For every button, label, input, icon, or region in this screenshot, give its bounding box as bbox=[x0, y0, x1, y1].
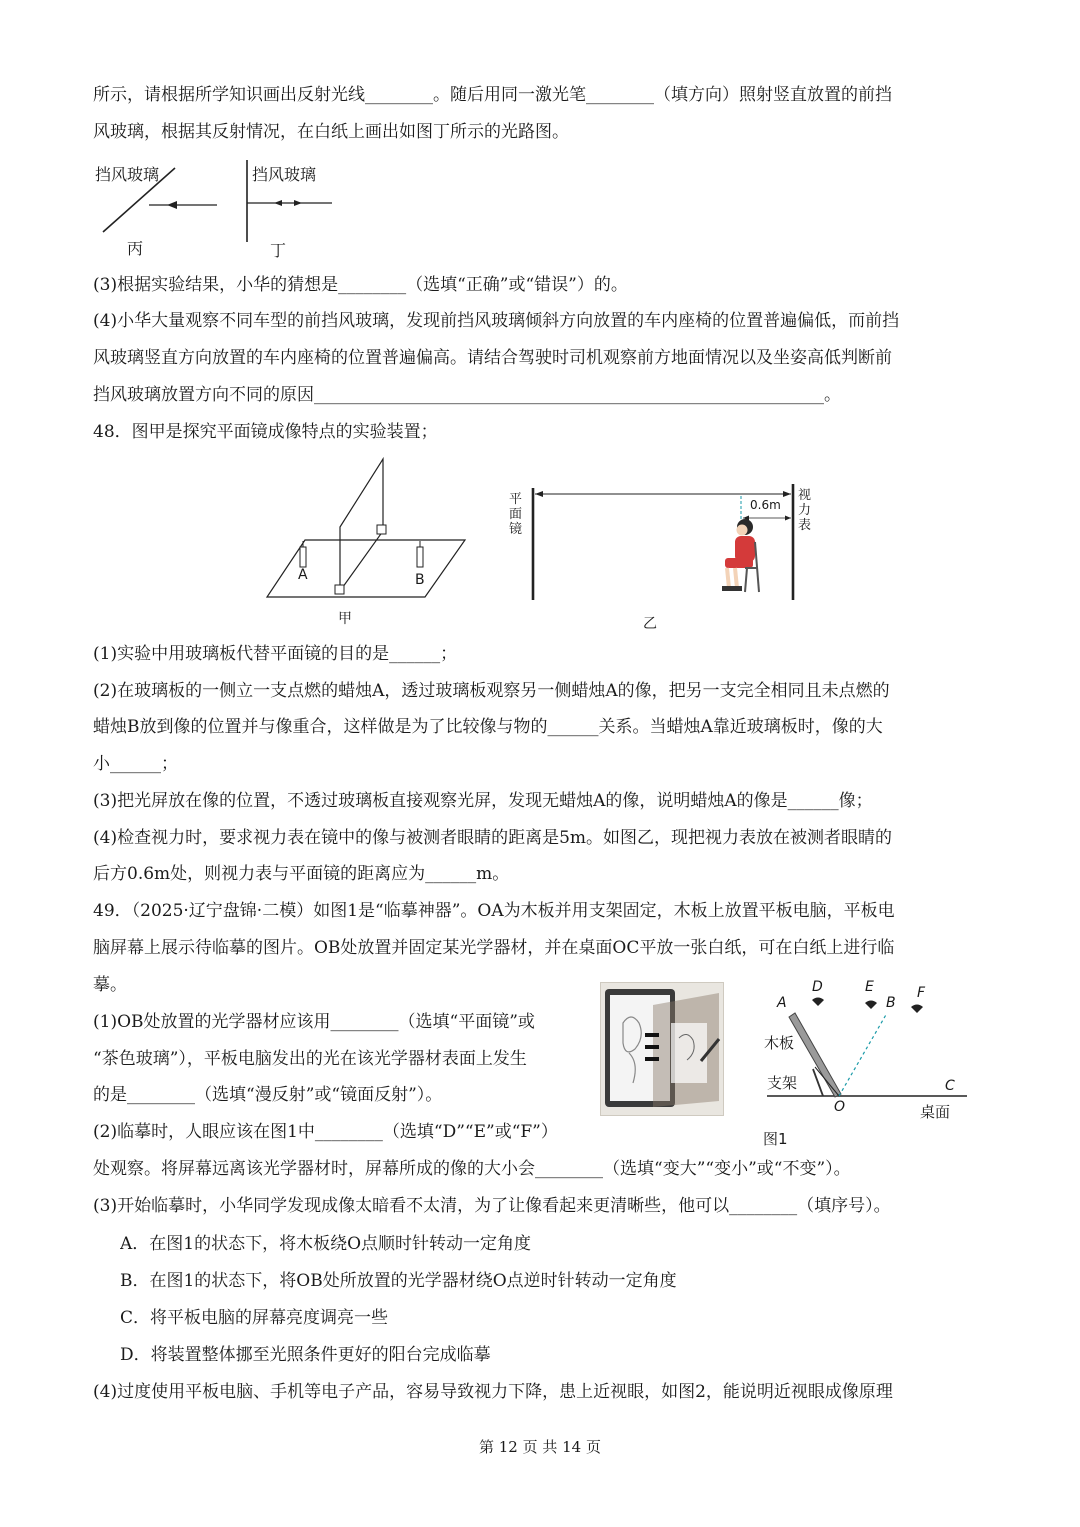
text-line: (1)实验中用玻璃板代替平面镜的目的是______； bbox=[93, 644, 458, 664]
eye-f-icon bbox=[911, 1005, 923, 1014]
text-line: (2)临摹时，人眼应该在图1中________（选填“D”“E”或“F”） bbox=[93, 1122, 558, 1142]
text-line: 所示，请根据所学知识画出反射光线________。随后用同一激光笔________（填方向）照射竖直放置的前挡 bbox=[93, 85, 892, 105]
mirror-label: 平面镜 bbox=[509, 492, 523, 537]
candle-b bbox=[417, 547, 423, 567]
page-footer: 第 12 页 共 14 页 bbox=[478, 1438, 601, 1456]
option-c: C．将平板电脑的屏幕亮度调亮一些 bbox=[120, 1308, 389, 1328]
text-line: 蜡烛B放到像的位置并与像重合，这样做是为了比较像与物的______关系。当蜡烛A靠近玻璃板时，像的大 bbox=[93, 717, 883, 737]
eye-d-icon bbox=[812, 998, 824, 1007]
figure-label-jia: 甲 bbox=[338, 611, 352, 627]
clip bbox=[377, 525, 386, 534]
text-line: 摹。 bbox=[93, 975, 127, 995]
table-plane bbox=[267, 540, 465, 597]
text-line: 49．（2025·辽宁盘锦·二模）如图1是“临摹神器”。OA为木板并用支架固定，木板上放置平板电脑，平板电 bbox=[93, 901, 895, 921]
text-line: 风玻璃，根据其反射情况，在白纸上画出如图丁所示的光路图。 bbox=[93, 122, 569, 142]
text-line: (3)把光屏放在像的位置，不透过玻璃板直接观察光屏，发现无蜡烛A的像，说明蜡烛A的像是______像； bbox=[93, 791, 873, 811]
text-line: (3)根据实验结果，小华的猜想是________（选填“正确”或“错误”）的。 bbox=[93, 275, 628, 295]
point-o-label: O bbox=[834, 1099, 846, 1115]
point-a-label: A bbox=[777, 995, 787, 1011]
option-b: B．在图1的状态下，将OB处所放置的光学器材绕O点逆时针转动一定角度 bbox=[120, 1271, 677, 1291]
text-line: 挡风玻璃放置方向不同的原因____________________________________________________________。 bbox=[93, 385, 841, 405]
arrow-head bbox=[535, 491, 543, 497]
arrow-head bbox=[783, 491, 791, 497]
figure-1-caption: 图1 bbox=[763, 1130, 788, 1148]
person-face bbox=[737, 525, 748, 536]
text-line: 脑屏幕上展示待临摹的图片。OB处放置并固定某光学器材，并在桌面OC平放一张白纸，可在白纸上进行临 bbox=[93, 938, 895, 958]
text-line: 小______； bbox=[93, 754, 178, 774]
distance-label: 0.6m bbox=[750, 498, 781, 512]
option-d: D．将装置整体挪至光照条件更好的阳台完成临摹 bbox=[120, 1345, 491, 1365]
text-line: (1)OB处放置的光学器材应该用________（选填“平面镜”或 bbox=[93, 1012, 535, 1032]
bing-diagram bbox=[93, 160, 223, 260]
figure-bing bbox=[93, 160, 223, 260]
text-line: (4)过度使用平板电脑、手机等电子产品，容易导致视力下降，患上近视眼，如图2，能说明近视眼成像原理 bbox=[93, 1382, 893, 1402]
point-b-label: B bbox=[886, 995, 896, 1011]
clip bbox=[645, 1033, 659, 1037]
text-line: (3)开始临摹时，小华同学发现成像太暗看不太清，为了让像看起来更清晰些，他可以________（填序号）。 bbox=[93, 1196, 891, 1216]
desk-label: 桌面 bbox=[920, 1103, 951, 1121]
clip bbox=[645, 1057, 659, 1061]
tilted-glass-line bbox=[103, 168, 175, 232]
person-lap bbox=[725, 558, 753, 568]
text-line: 48．图甲是探究平面镜成像特点的实验装置； bbox=[93, 422, 438, 442]
clip bbox=[335, 585, 344, 594]
chair-leg bbox=[745, 568, 747, 592]
tracing-device-photo bbox=[600, 982, 724, 1116]
text-line: 处观察。将屏幕远离该光学器材时，屏幕所成的像的大小会________（选填“变大”“变小”或“不变”）。 bbox=[93, 1159, 851, 1179]
paper bbox=[671, 1023, 707, 1083]
figure-1 bbox=[755, 975, 980, 1150]
person-leg bbox=[735, 568, 737, 588]
eye-e-label: E bbox=[865, 979, 874, 995]
candle-a-label: A bbox=[298, 567, 308, 583]
text-line: (4)小华大量观察不同车型的前挡风玻璃，发现前挡风玻璃倾斜方向放置的车内座椅的位置普遍偏低，而前挡 bbox=[93, 311, 900, 331]
figure-ding bbox=[240, 160, 340, 260]
tracing-photo-drawing bbox=[601, 983, 723, 1115]
figure-label-bing: 丙 bbox=[127, 239, 144, 258]
arrow-head bbox=[294, 200, 302, 206]
option-a: A．在图1的状态下，将木板绕O点顺时针转动一定角度 bbox=[120, 1234, 532, 1254]
arrow-head bbox=[785, 516, 791, 521]
eye-f-label: F bbox=[917, 985, 926, 1001]
text-line: “茶色玻璃”），平板电脑发出的光在该光学器材表面上发生 bbox=[93, 1049, 527, 1069]
stand-label: 支架 bbox=[767, 1074, 798, 1092]
arrow-head bbox=[167, 201, 177, 209]
jia-diagram bbox=[265, 455, 475, 630]
ob-dashed-line bbox=[839, 1013, 887, 1096]
text-line: 风玻璃竖直方向放置的车内座椅的位置普遍偏高。请结合驾驶时司机观察前方地面情况以及坐姿高低判断前 bbox=[93, 348, 892, 368]
candle-b-label: B bbox=[415, 572, 425, 588]
figure-label-yi: 乙 bbox=[643, 616, 657, 632]
figure-jia bbox=[265, 455, 475, 630]
eye-e-icon bbox=[865, 1001, 877, 1010]
chart-label: 视力表 bbox=[798, 488, 812, 533]
figure-1-diagram bbox=[755, 975, 980, 1150]
figure-yi bbox=[505, 480, 825, 635]
text-line: (2)在玻璃板的一侧立一支点燃的蜡烛A，透过玻璃板观察另一侧蜡烛A的像，把另一支完全相同且未点燃的 bbox=[93, 681, 890, 701]
person-leg bbox=[727, 568, 729, 588]
person-shoes bbox=[722, 586, 742, 591]
clip bbox=[645, 1045, 659, 1049]
point-c-label: C bbox=[945, 1078, 955, 1094]
text-line: 后方0.6m处，则视力表与平面镜的距离应为______m。 bbox=[93, 864, 510, 884]
arrow-head bbox=[274, 200, 282, 206]
windshield-label: 挡风玻璃 bbox=[95, 165, 160, 184]
board-label: 木板 bbox=[764, 1034, 795, 1052]
text-line: (4)检查视力时，要求视力表在镜中的像与被测者眼睛的距离是5m。如图乙，现把视力表放在被测者眼睛的 bbox=[93, 828, 893, 848]
text-line: 的是________（选填“漫反射”或“镜面反射”）。 bbox=[93, 1085, 443, 1105]
candle-a bbox=[300, 547, 306, 567]
figure-label-ding: 丁 bbox=[270, 241, 287, 260]
windshield-label: 挡风玻璃 bbox=[252, 165, 317, 184]
eye-d-label: D bbox=[812, 979, 823, 995]
